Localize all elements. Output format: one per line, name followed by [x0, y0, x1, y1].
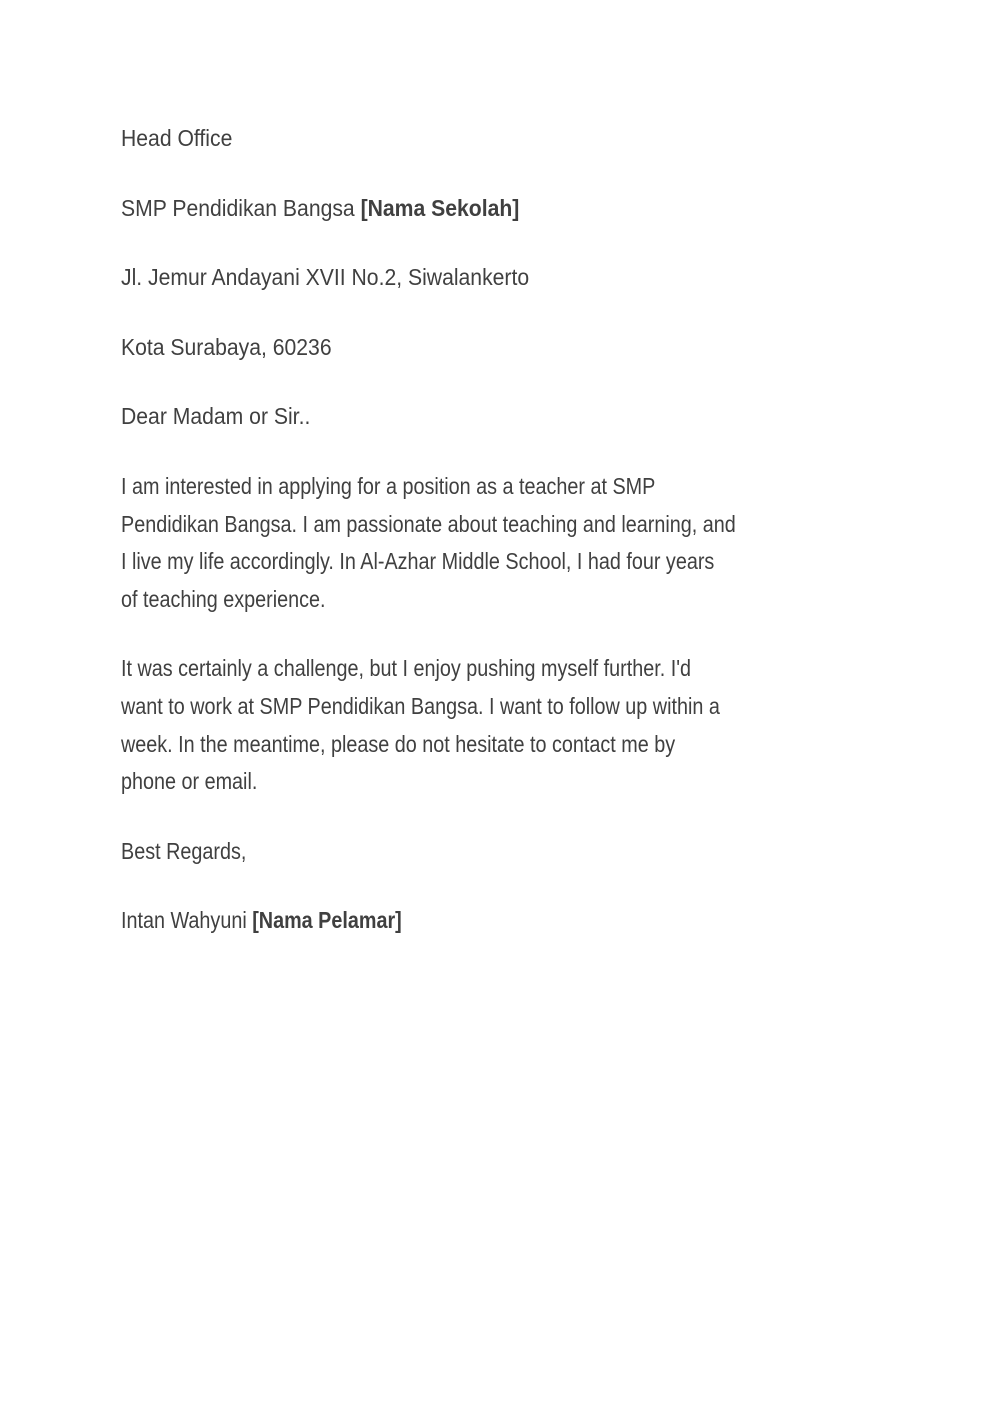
- paragraph-line: I live my life accordingly. In Al-Azhar Middle School, I had four years: [121, 548, 715, 574]
- signature-placeholder: [Nama Pelamar]: [252, 907, 402, 933]
- paragraph-line: want to work at SMP Pendidikan Bangsa. I want to follow up within a: [121, 693, 720, 719]
- recipient-address: Jl. Jemur Andayani XVII No.2, Siwalankerto: [121, 264, 530, 290]
- signature-name: Intan Wahyuni: [121, 907, 247, 933]
- paragraph-line: week. In the meantime, please do not hesitate to contact me by: [121, 731, 676, 757]
- closing: Best Regards,: [121, 838, 247, 864]
- paragraph-line: I am interested in applying for a position as a teacher at SMP: [121, 473, 656, 499]
- paragraph-line: of teaching experience.: [121, 586, 326, 612]
- paragraph-line: It was certainly a challenge, but I enjoy pushing myself further. I'd: [121, 655, 692, 681]
- recipient-city: Kota Surabaya, 60236: [121, 334, 332, 360]
- salutation: Dear Madam or Sir..: [121, 403, 311, 429]
- recipient-line1: Head Office: [121, 125, 233, 151]
- paragraph-line: phone or email.: [121, 768, 258, 794]
- school-name: SMP Pendidikan Bangsa: [121, 195, 355, 221]
- signature: [121, 905, 402, 935]
- recipient-school: [121, 193, 519, 223]
- school-placeholder: [Nama Sekolah]: [360, 195, 520, 221]
- paragraph-line: Pendidikan Bangsa. I am passionate about teaching and learning, and: [121, 511, 736, 537]
